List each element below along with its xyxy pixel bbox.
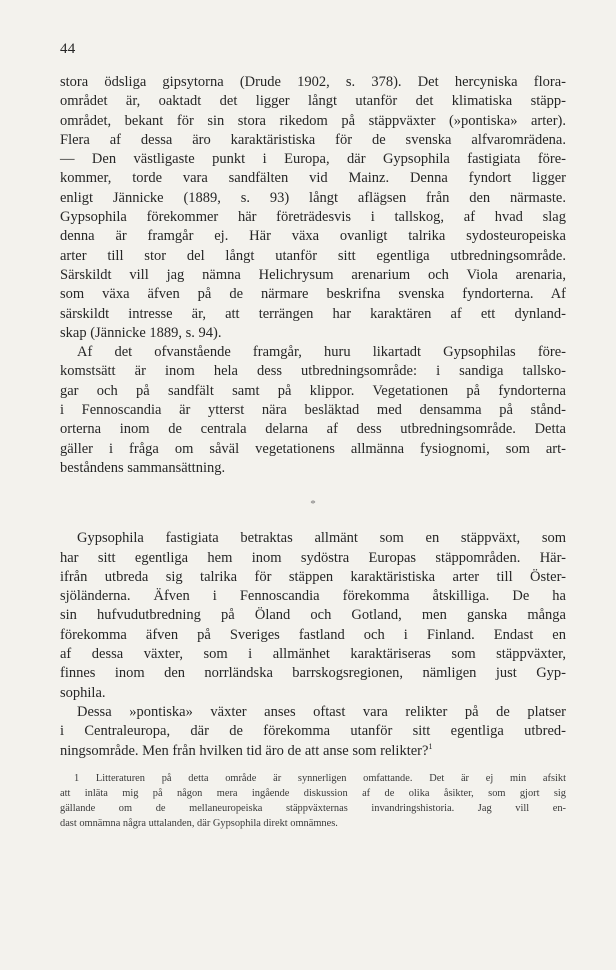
- text-line: Särskildt vill jag nämna Helichrysum arenarium och Viola arenaria,: [60, 266, 566, 283]
- text-line: i Centraleuropa, där de förekomma utanför sitt egentliga utbred-: [60, 723, 566, 740]
- text-line: gar och på sandfält samt på klippor. Vegetationen på fyndorterna: [60, 382, 566, 399]
- text-line: Af det ofvanstående framgår, huru likartadt Gypsophilas före-: [77, 344, 566, 361]
- text-line: ifrån utbreda sig talrika för stäppen karaktäristiska arter till Öster-: [60, 568, 566, 585]
- footnote-block: [60, 771, 566, 831]
- page-number: 44: [60, 41, 76, 57]
- text-line: Dessa »pontiska» växter anses oftast vara relikter på de platser: [77, 703, 566, 720]
- footnote-line: 1 Litteraturen på detta område är synnerligen omfattande. Det är ej min afsikt: [74, 772, 566, 784]
- text-line: ningsområde. Men från hvilken tid äro de att anse som relikter?: [60, 742, 429, 759]
- text-line: området är, oaktadt det ligger långt utanför det klimatiska stäpp-: [60, 93, 566, 110]
- text-line: sin hufvudutbredning på Öland och Gotland, men ganska många: [60, 607, 566, 624]
- footnote-marker[interactable]: 1: [428, 741, 433, 751]
- text-line-with-footnote: [60, 742, 566, 761]
- book-page: [60, 40, 566, 831]
- footnote-line: dast omnämna några uttalanden, där Gypsophila direkt omnämnes.: [60, 817, 338, 829]
- text-line: Gypsophila fastigiata betraktas allmänt som en stäppväxt, som: [77, 530, 566, 547]
- text-line: enligt Jännicke (1889, s. 93) långt aflägsen från den närmaste.: [60, 189, 566, 206]
- text-line: särskildt intresse är, att terrängen har karaktären af ett dynland-: [60, 305, 566, 322]
- section-separator: *: [310, 498, 316, 511]
- text-line: området, bekant för sin stora rikedom på stäppväxter (»pontiska» arter).: [60, 112, 566, 129]
- text-line: skap (Jännicke 1889, s. 94).: [60, 324, 222, 341]
- text-line: af dessa växter, som i allmänhet karaktäriseras som stäppväxter,: [60, 646, 566, 663]
- text-line: i Fennoscandia är ytterst nära besläktad med densamma på stånd-: [60, 402, 566, 419]
- text-line: stora ödsliga gipsytorna (Drude 1902, s. 378). Det hercyniska flora-: [60, 74, 566, 90]
- text-line: sophila.: [60, 684, 106, 701]
- paragraph-2: [60, 343, 566, 478]
- text-line: Gypsophila förekommer här företrädesvis i tallskog, af hvad slag: [60, 209, 566, 226]
- text-line: arter till stor del långt utanför sitt egentliga utbredningsområde.: [60, 247, 566, 264]
- text-line: kommer, torde vara sandfälten vid Mainz. Denna fyndort ligger: [60, 170, 566, 187]
- text-line: som växa äfven på de närmare beskrifna svenska fyndorterna. Af: [60, 286, 566, 303]
- footnote-line: att inläta mig på någon mera ingående diskussion af de olika åsikter, som gjort sig: [60, 787, 566, 799]
- text-line: Flera af dessa äro karaktäristiska för de svenska alfvaromrädena.: [60, 131, 566, 148]
- footnote-line: gällande om de mellaneuropeiska stäppväxternas invandringshistoria. Jag vill en-: [60, 802, 566, 814]
- text-line: beståndens sammansättning.: [60, 459, 226, 476]
- paragraph-4: [60, 703, 566, 761]
- text-line: komstsätt är inom hela dess utbredningsområde: i sandiga tallsko-: [60, 363, 566, 380]
- paragraph-3: [60, 529, 566, 703]
- text-line: förekomma äfven på Sveriges fastland och i Finland. Endast en: [60, 626, 566, 643]
- text-line: finnes inom den norrländska barrskogsregionen, nämligen just Gyp-: [60, 665, 566, 682]
- text-line: — Den västligaste punkt i Europa, där Gypsophila fastigiata före-: [60, 151, 566, 168]
- text-line: sjöländerna. Äfven i Fennoscandia förekomma åtskilliga. De ha: [60, 588, 566, 605]
- text-line: denna är framgår ej. Här växa ovanligt talrika sydosteuropeiska: [60, 228, 566, 245]
- paragraph-1: [60, 73, 566, 343]
- text-line: har sitt egentliga hem inom sydöstra Europas stäppområden. Här-: [60, 549, 566, 566]
- text-line: orterna inom de centrala delarna af dess utbredningsområde. Detta: [60, 421, 566, 438]
- text-line: gäller i fråga om såväl vegetationens allmänna fysiognomi, som art-: [60, 440, 566, 457]
